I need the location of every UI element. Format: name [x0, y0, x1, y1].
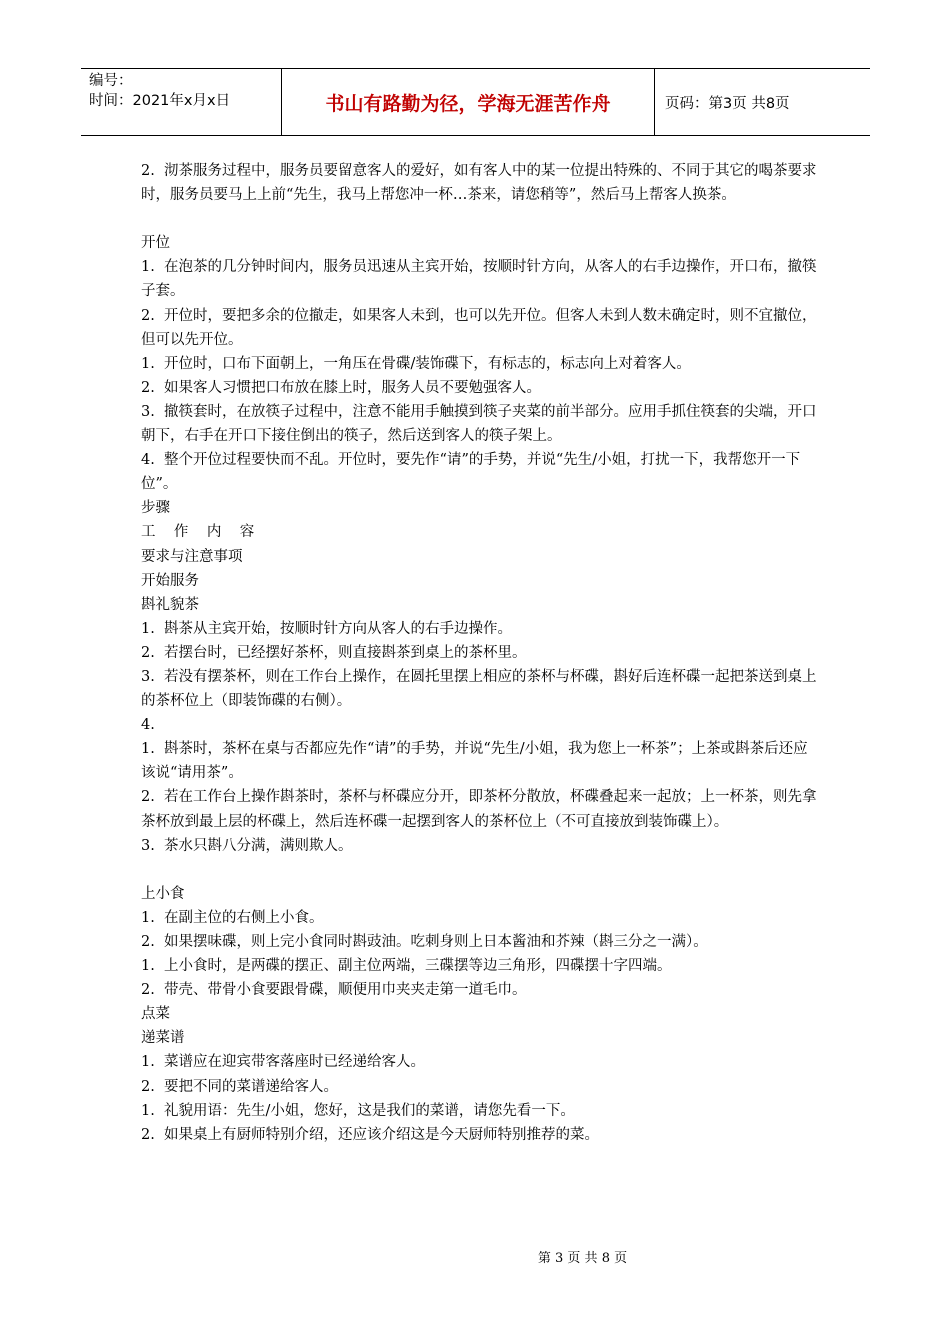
number-label: 编号：	[89, 73, 133, 89]
paragraph: 1. 在泡茶的几分钟时间内，服务员迅速从主宾开始，按顺时针方向，从客人的右手边操作，开口布，撤筷子套。	[141, 259, 817, 300]
paragraph: 2. 带壳、带骨小食要跟骨碟，顺便用巾夹夹走第一道毛巾。	[141, 982, 527, 999]
paragraph: 1. 上小食时，是两碟的摆正、副主位两端，三碟摆等边三角形，四碟摆十字四端。	[141, 958, 672, 975]
paragraph: 点菜	[141, 1006, 170, 1023]
paragraph: 4.	[141, 717, 155, 734]
date-label: 时间：2021年x月x日	[89, 93, 231, 109]
paragraph: 3. 撤筷套时，在放筷子过程中，注意不能用手触摸到筷子夹菜的前半部分。应用手抓住筷套的尖端，开口朝下，右手在开口下接住倒出的筷子，然后送到客人的筷子架上。	[141, 403, 817, 445]
paragraph: 步骤	[141, 500, 170, 517]
paragraph: 4. 整个开位过程要快而不乱。开位时，要先作“请”的手势，并说“先生/小姐，打扰一下，我帮您开一下位”。	[141, 452, 801, 493]
paragraph	[141, 207, 817, 231]
paragraph: 2. 若摆台时，已经摆好茶杯，则直接斟茶到桌上的茶杯里。	[141, 644, 527, 661]
paragraph: 2. 要把不同的菜谱递给客人。	[141, 1078, 339, 1095]
paragraph: 2. 如果桌上有厨师特别介绍，还应该介绍这是今天厨师特别推荐的菜。	[141, 1126, 600, 1143]
paragraph: 开始服务	[141, 572, 199, 589]
paragraph: 2. 开位时，要把多余的位撤走，如果客人未到，也可以先开位。但客人未到人数未确定时，则不宜撤位，但可以先开位。	[141, 307, 817, 348]
paragraph: 工 作 内 容	[141, 524, 255, 541]
paragraph: 1. 开位时，口布下面朝上，一角压在骨碟/装饰碟下，有标志的，标志向上对着客人。	[141, 355, 691, 372]
paragraph: 1. 在副主位的右侧上小食。	[141, 909, 324, 926]
paragraph: 2. 如果客人习惯把口布放在膝上时，服务人员不要勉强客人。	[141, 379, 542, 396]
paragraph: 开位	[141, 235, 170, 252]
paragraph: 1. 斟茶从主宾开始，按顺时针方向从客人的右手边操作。	[141, 620, 513, 637]
paragraph	[141, 858, 817, 882]
document-body	[141, 159, 817, 1147]
paragraph: 1. 菜谱应在迎宾带客落座时已经递给客人。	[141, 1054, 426, 1071]
page-label: 页码：第3页 共8页	[665, 95, 790, 112]
page-footer: 第 3 页 共 8 页	[537, 1251, 628, 1266]
paragraph: 递菜谱	[141, 1030, 185, 1047]
paragraph: 要求与注意事项	[141, 548, 243, 565]
header-meta	[81, 69, 281, 135]
paragraph: 斟礼貌茶	[141, 596, 199, 613]
paragraph: 1. 礼貌用语：先生/小姐，您好，这是我们的菜谱，请您先看一下。	[141, 1102, 575, 1119]
paragraph: 3. 若没有摆茶杯，则在工作台上操作，在圆托里摆上相应的茶杯与杯碟，斟好后连杯碟一起把茶送到桌上的茶杯位上（即装饰碟的右侧）。	[141, 668, 817, 710]
paragraph: 2. 如果摆味碟，则上完小食同时斟豉油。吃刺身则上日本酱油和芥辣（斟三分之一满）。	[141, 934, 708, 950]
page-header	[81, 68, 870, 136]
paragraph: 2. 若在工作台上操作斟茶时，茶杯与杯碟应分开，即茶杯分散放，杯碟叠起来一起放；上一杯茶，则先拿茶杯放到最上层的杯碟上，然后连杯碟一起摆到客人的茶杯位上（不可直接放到装饰碟上）。	[141, 789, 817, 830]
paragraph: 2. 沏茶服务过程中，服务员要留意客人的爱好，如有客人中的某一位提出特殊的、不同于其它的喝茶要求时，服务员要马上上前“先生，我马上帮您冲一杯…茶来，请您稍等”，然后马上帮客人换茶。	[141, 163, 817, 204]
paragraph: 1. 斟茶时，茶杯在桌与否都应先作“请”的手势，并说“先生/小姐，我为您上一杯茶”；上茶或斟茶后还应该说“请用茶”。	[141, 741, 808, 782]
paragraph: 上小食	[141, 885, 185, 902]
motto: 书山有路勤为径，学海无涯苦作舟	[281, 69, 655, 135]
paragraph: 3. 茶水只斟八分满，满则欺人。	[141, 837, 353, 854]
